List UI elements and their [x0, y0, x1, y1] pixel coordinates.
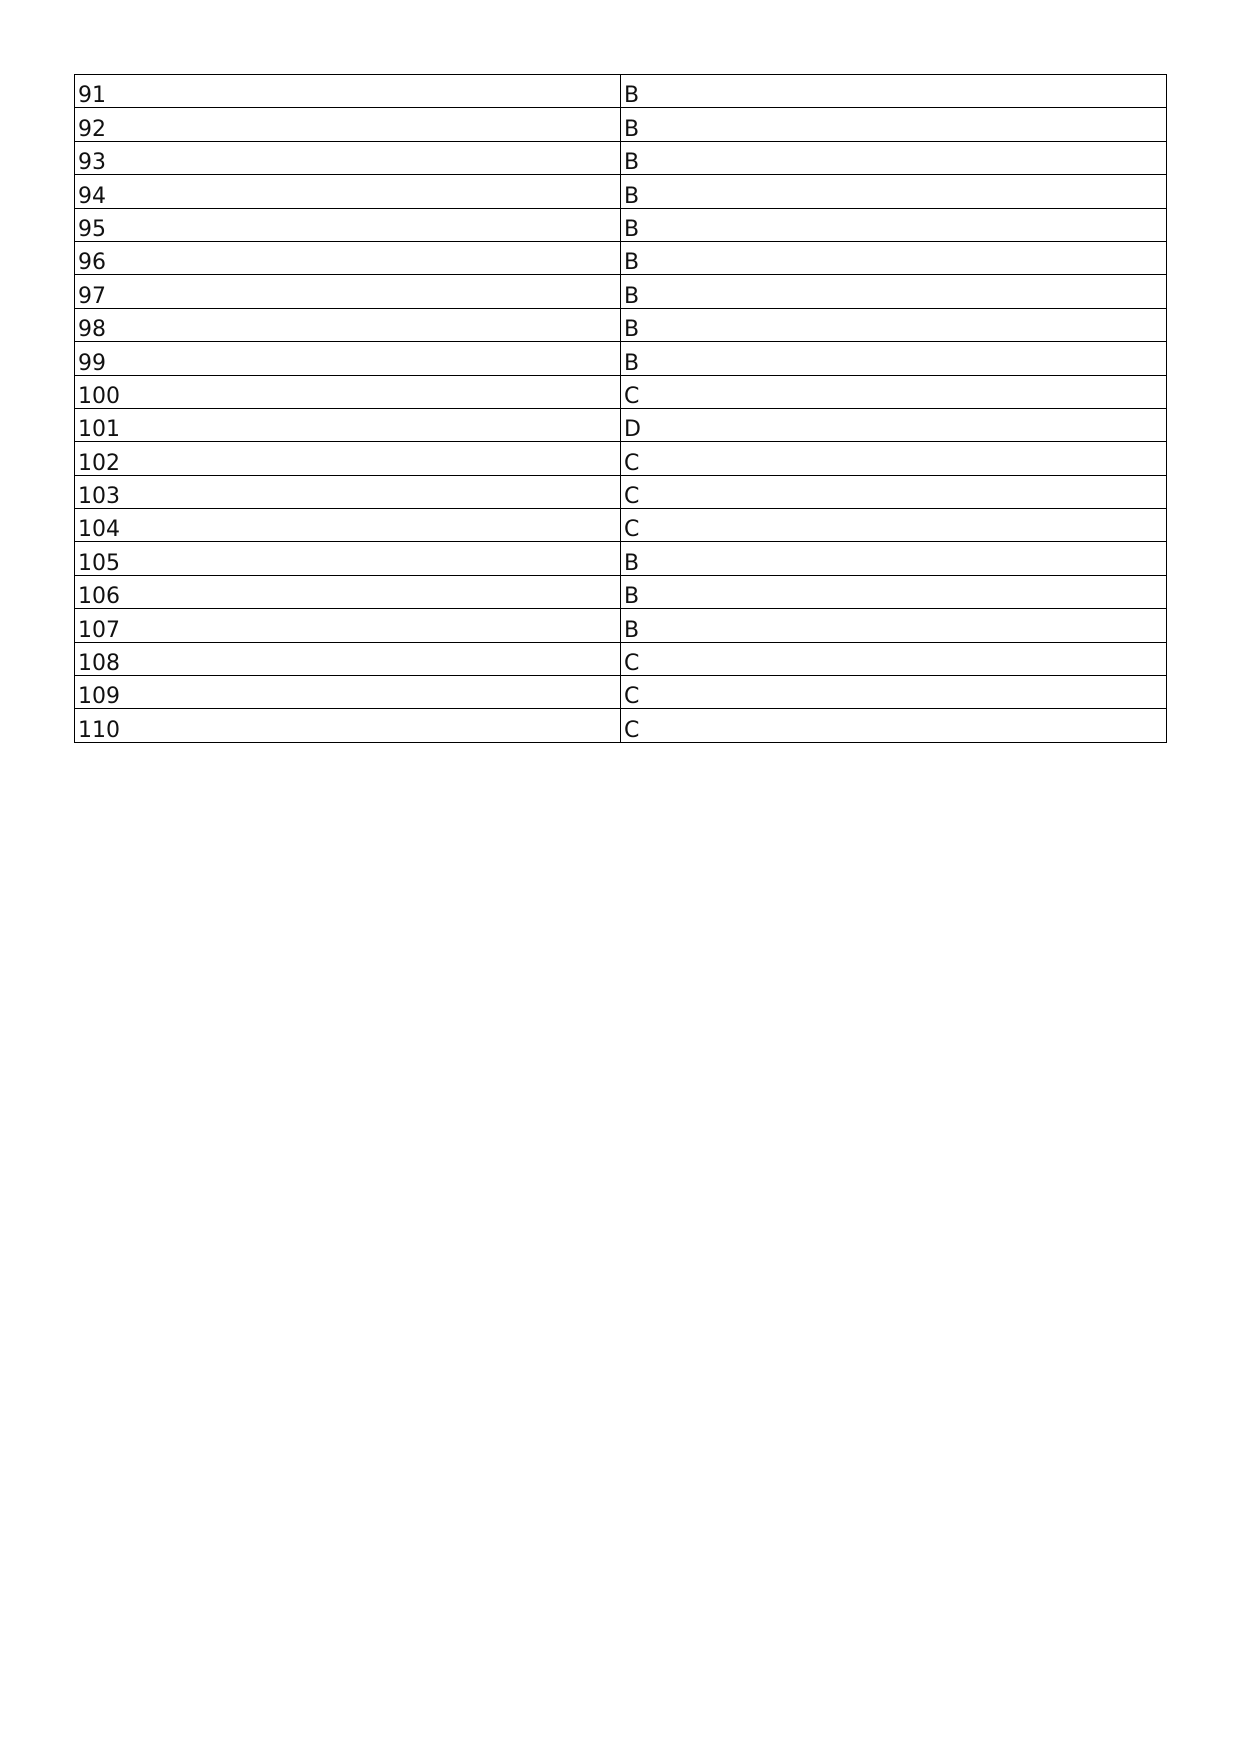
table-row	[75, 642, 1167, 675]
answer-cell: C	[621, 709, 1167, 742]
answer-key-table	[74, 74, 1167, 743]
table-row	[75, 375, 1167, 408]
question-number-cell: 107	[75, 609, 621, 642]
table-row	[75, 408, 1167, 441]
answer-cell: B	[621, 542, 1167, 575]
question-number-cell: 101	[75, 408, 621, 441]
question-number-cell: 104	[75, 509, 621, 542]
question-number-cell: 94	[75, 175, 621, 208]
table-row	[75, 609, 1167, 642]
answer-cell: B	[621, 75, 1167, 108]
answer-key-body	[75, 75, 1167, 743]
answer-cell: B	[621, 141, 1167, 174]
answer-cell: C	[621, 442, 1167, 475]
table-row	[75, 676, 1167, 709]
answer-cell: B	[621, 108, 1167, 141]
table-row	[75, 509, 1167, 542]
question-number-cell: 95	[75, 208, 621, 241]
question-number-cell: 108	[75, 642, 621, 675]
question-number-cell: 105	[75, 542, 621, 575]
answer-cell: D	[621, 408, 1167, 441]
table-row	[75, 208, 1167, 241]
question-number-cell: 96	[75, 241, 621, 274]
answer-cell: B	[621, 175, 1167, 208]
question-number-cell: 99	[75, 342, 621, 375]
table-row	[75, 342, 1167, 375]
answer-cell: C	[621, 676, 1167, 709]
table-row	[75, 141, 1167, 174]
answer-cell: B	[621, 275, 1167, 308]
answer-cell: B	[621, 342, 1167, 375]
question-number-cell: 103	[75, 475, 621, 508]
question-number-cell: 98	[75, 308, 621, 341]
table-row	[75, 709, 1167, 742]
question-number-cell: 97	[75, 275, 621, 308]
table-row	[75, 75, 1167, 108]
answer-cell: B	[621, 241, 1167, 274]
table-row	[75, 442, 1167, 475]
answer-cell: B	[621, 308, 1167, 341]
question-number-cell: 106	[75, 575, 621, 608]
answer-cell: C	[621, 375, 1167, 408]
question-number-cell: 100	[75, 375, 621, 408]
question-number-cell: 91	[75, 75, 621, 108]
answer-cell: B	[621, 575, 1167, 608]
question-number-cell: 109	[75, 676, 621, 709]
table-row	[75, 108, 1167, 141]
table-row	[75, 475, 1167, 508]
answer-cell: C	[621, 475, 1167, 508]
question-number-cell: 110	[75, 709, 621, 742]
answer-cell: C	[621, 642, 1167, 675]
question-number-cell: 93	[75, 141, 621, 174]
table-row	[75, 241, 1167, 274]
answer-cell: C	[621, 509, 1167, 542]
question-number-cell: 92	[75, 108, 621, 141]
answer-cell: B	[621, 208, 1167, 241]
answer-cell: B	[621, 609, 1167, 642]
table-row	[75, 175, 1167, 208]
table-row	[75, 542, 1167, 575]
table-row	[75, 308, 1167, 341]
table-row	[75, 275, 1167, 308]
question-number-cell: 102	[75, 442, 621, 475]
table-row	[75, 575, 1167, 608]
